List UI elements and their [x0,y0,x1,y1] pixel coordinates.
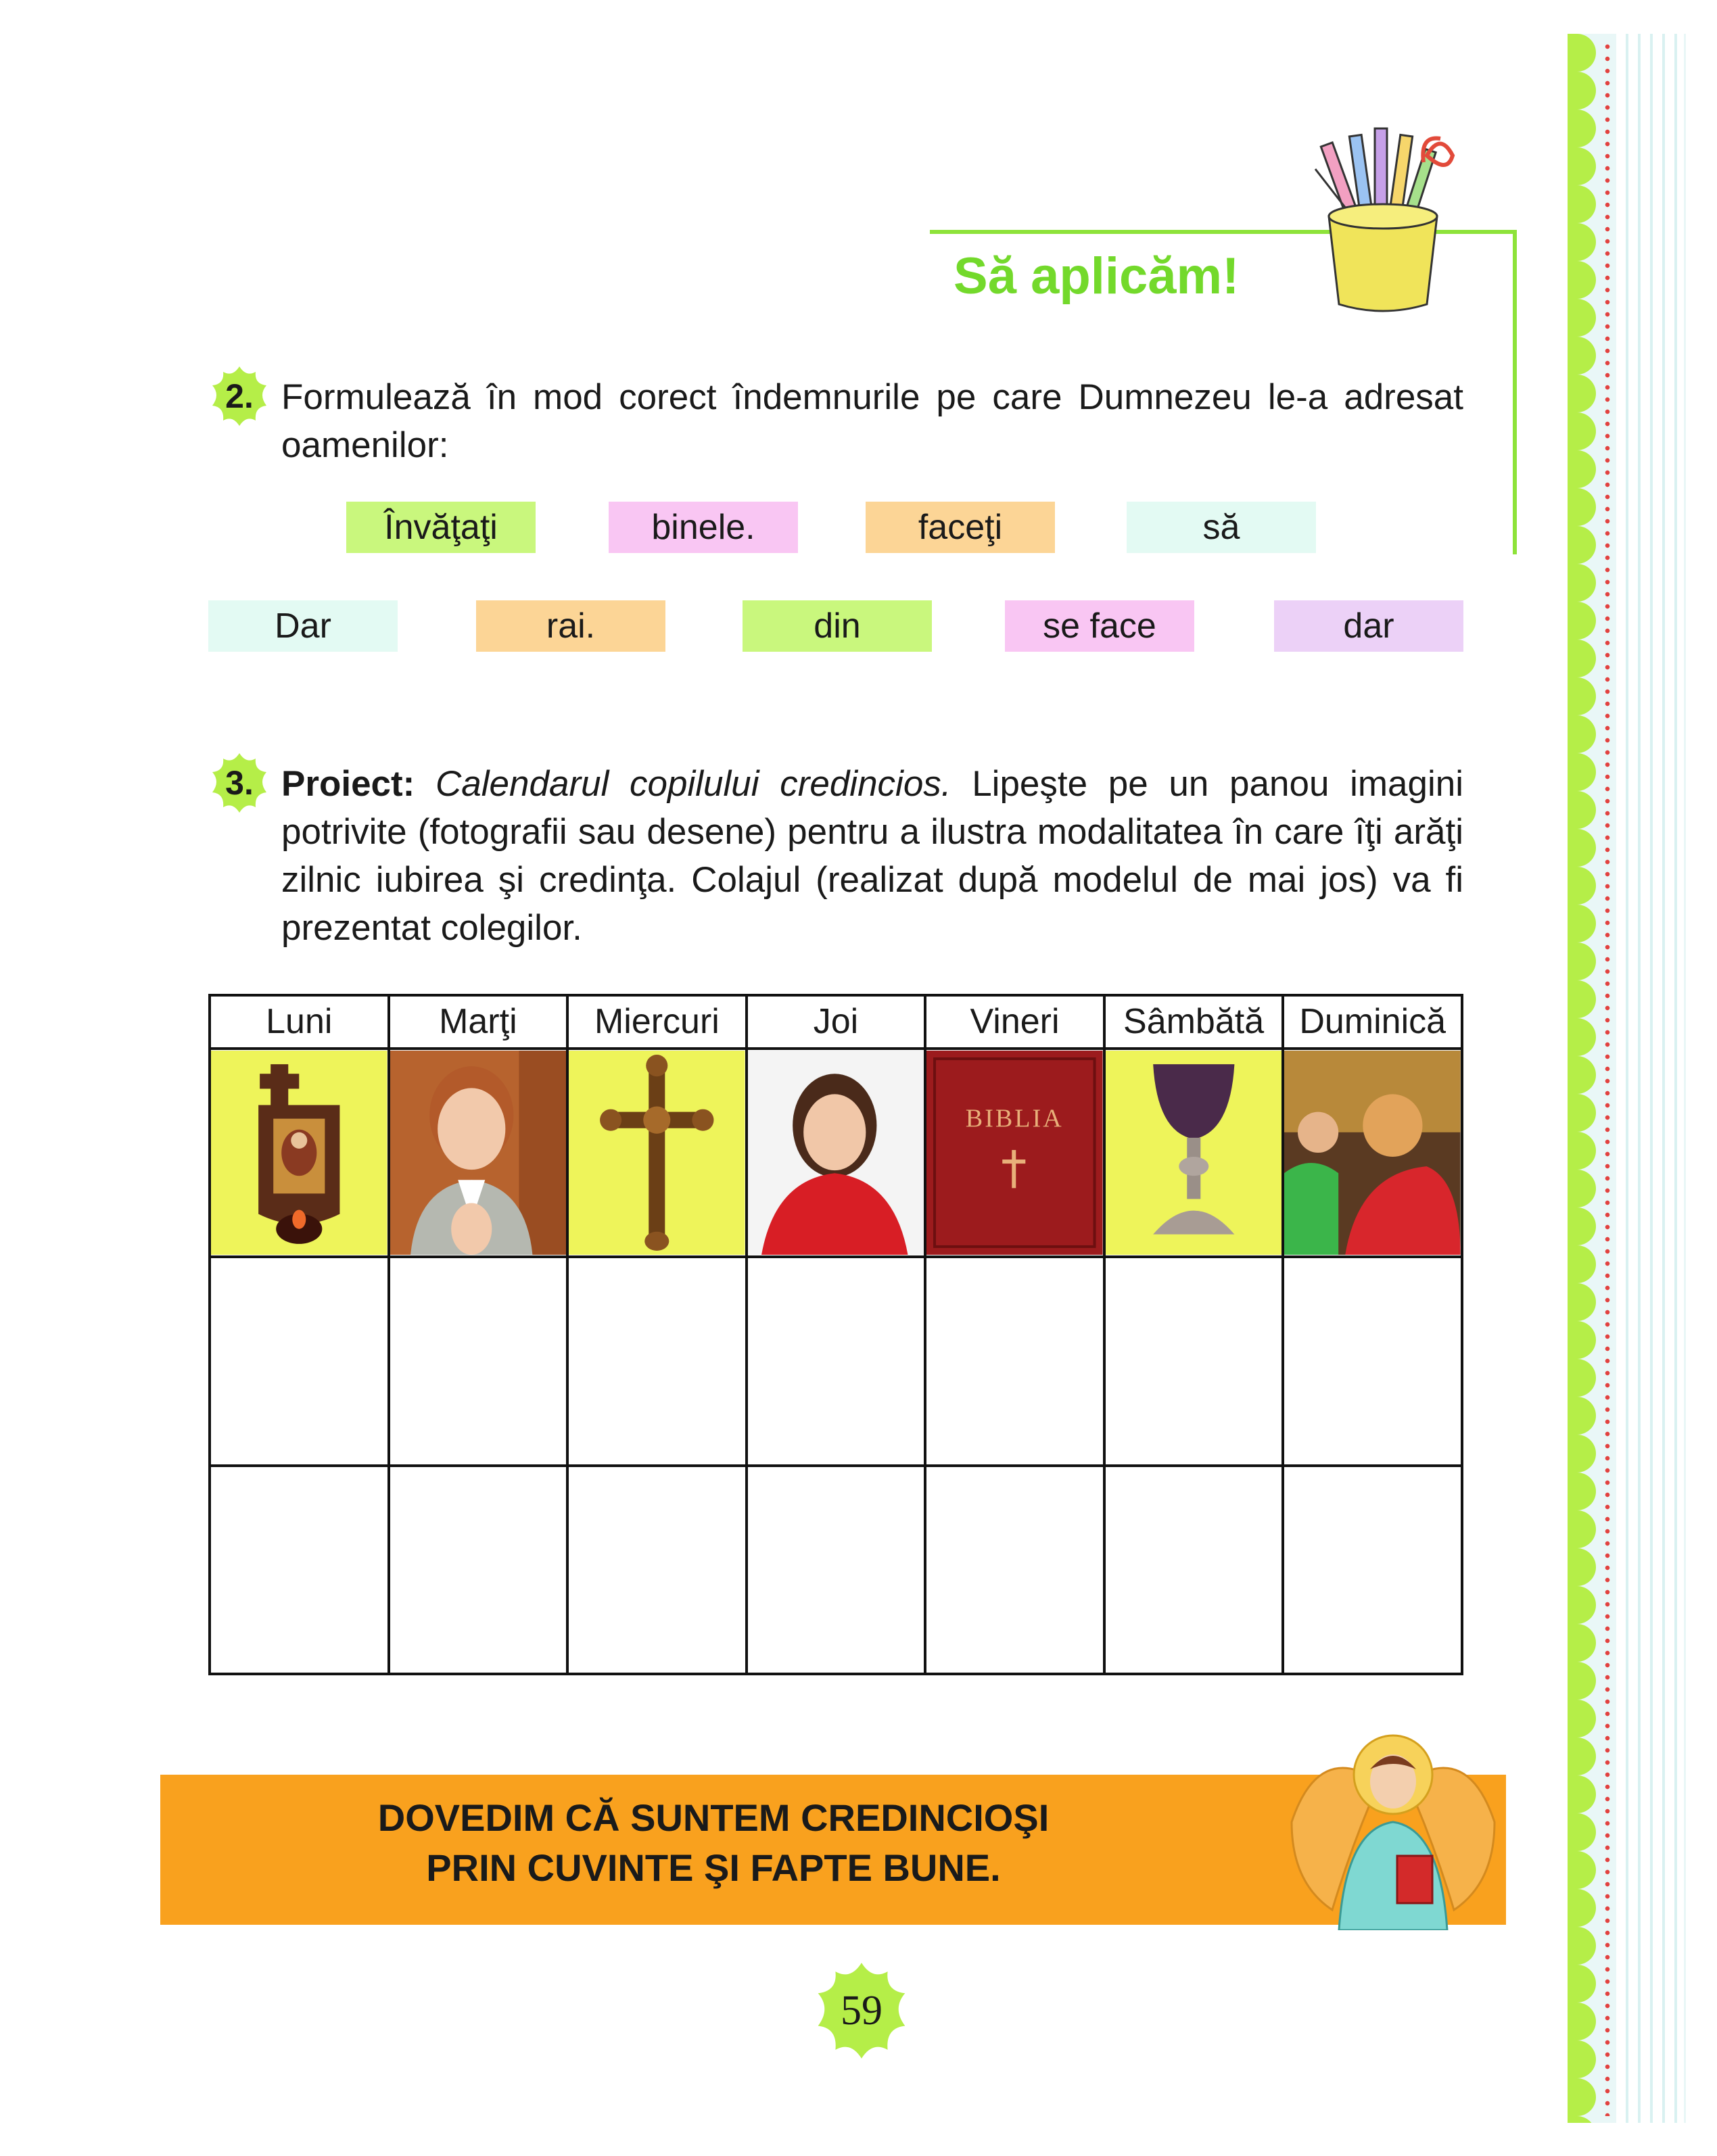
calendar-cell[interactable] [1104,1257,1284,1465]
day-header: Miercuri [567,995,747,1049]
calendar-cell[interactable] [567,1257,747,1465]
calendar-cell[interactable] [1283,1466,1462,1674]
calendar-table [208,994,1463,1675]
motto-text [298,1793,1129,1893]
page-number: 59 [841,1987,883,2034]
scallop-border [1568,34,1597,2123]
word-card[interactable]: se face [1005,600,1194,652]
girl-image [747,1049,926,1257]
word-card[interactable]: faceţi [866,502,1055,553]
section-title: Să aplicăm! [954,247,1240,305]
word-card[interactable]: să [1127,502,1316,553]
dotted-line [1604,41,1611,2116]
calendar-cell[interactable] [925,1466,1104,1674]
word-card[interactable]: dar [1274,600,1463,652]
calendar-cell[interactable] [1104,1466,1284,1674]
word-card[interactable]: Învăţaţi [346,502,536,553]
communion-image [1283,1049,1462,1257]
praying-boy-image [389,1049,568,1257]
calendar-cell[interactable] [210,1257,389,1465]
chalice-image [1104,1049,1284,1257]
motto-line-1: DOVEDIM CĂ SUNTEM CREDINCIOŞI [377,1796,1050,1839]
word-card[interactable]: din [743,600,932,652]
day-header: Duminică [1283,995,1462,1049]
calendar-empty-row [210,1466,1462,1674]
title-side-line [1513,230,1517,554]
cross-image [567,1049,747,1257]
project-label: Proiect: [281,764,415,804]
pencil-cup-icon [1288,115,1478,318]
calendar-cell[interactable] [925,1257,1104,1465]
motto-line-2: PRIN CUVINTE ŞI FAPTE BUNE. [426,1846,1001,1889]
calendar-cell[interactable] [389,1257,568,1465]
day-header: Luni [210,995,389,1049]
word-card[interactable]: rai. [476,600,665,652]
calendar-cell[interactable] [389,1466,568,1674]
exercise-2-badge: 2. [208,365,271,427]
calendar-empty-row [210,1257,1462,1465]
margin-stripes [1616,34,1684,2123]
calendar-cell[interactable] [747,1257,926,1465]
word-card[interactable]: Dar [208,600,398,652]
calendar-header-row [210,995,1462,1049]
day-header: Sâmbătă [1104,995,1284,1049]
calendar-cell[interactable] [210,1466,389,1674]
page-number-badge [812,1961,912,2061]
day-header: Joi [747,995,926,1049]
project-title: Calendarul copilului credincios. [436,764,951,804]
angel-icon [1265,1727,1522,1930]
exercise-2-instruction: Formulează în mod corect îndemnurile pe care Dumnezeu le-a adresat oamenilor: [281,377,1463,465]
exercise-3-badge: 3. [208,752,271,814]
day-header: Marţi [389,995,568,1049]
project-text: Lipeşte pe un panou imagini potrivite (fotografii sau desene) pentru a ilustra modalitatea în care îţi arăţi zilnic iubirea şi credinţa. Colajul (realizat după modelul de mai jos) va fi prezentat colegilor. [281,764,1463,948]
bible-image [925,1049,1104,1257]
day-header: Vineri [925,995,1104,1049]
icon-candle-image [210,1049,389,1257]
exercise-3-instruction [281,760,1463,952]
calendar-cell[interactable] [567,1466,747,1674]
word-card[interactable]: binele. [609,502,798,553]
bible-title: BIBLIA [966,1104,1064,1133]
calendar-cell[interactable] [1283,1257,1462,1465]
calendar-image-row [210,1049,1462,1257]
calendar-cell[interactable] [747,1466,926,1674]
